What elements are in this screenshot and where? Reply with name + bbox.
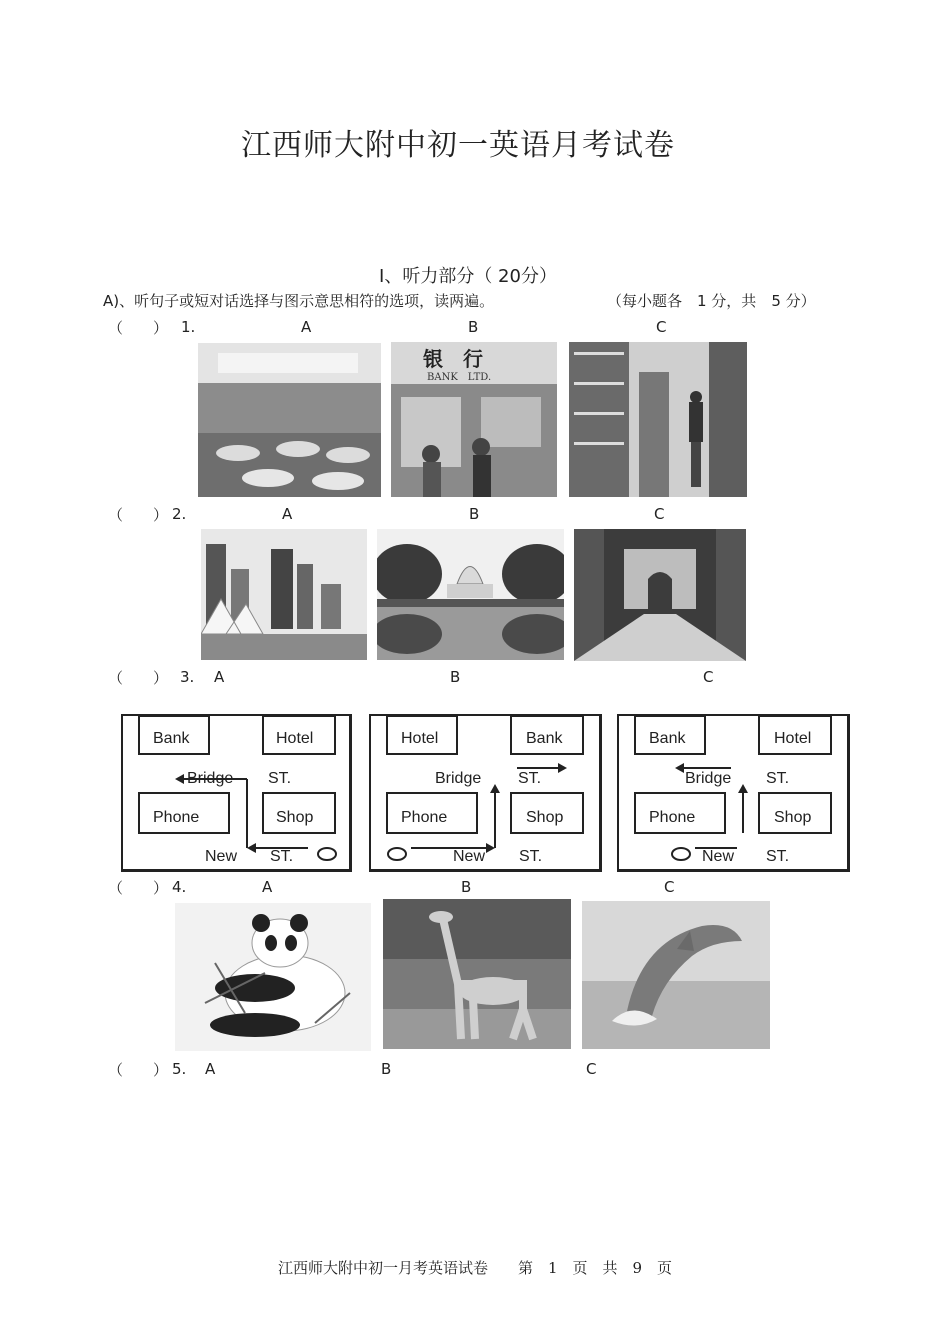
library-photo — [569, 342, 747, 497]
score-note: （每小题各 1 分，共 5 分） — [607, 292, 816, 310]
sydney-photo — [201, 529, 367, 660]
page-footer: 江西师大附中初一月考英语试卷 第 1 页 共 9 页 — [277, 1259, 673, 1277]
map-label-bridge: Bridge — [435, 770, 482, 787]
page-title: 江西师大附中初一英语月考试卷 — [241, 128, 675, 163]
map-label-bridge: Bridge — [187, 770, 234, 787]
option-label: B — [469, 505, 480, 523]
map-label-shop: Shop — [774, 809, 812, 826]
section-heading: I、听力部分（ 20分） — [379, 266, 557, 287]
map-label-st: ST. — [766, 770, 790, 787]
option-label: C — [654, 505, 665, 523]
capitol-photo — [377, 529, 564, 660]
instruction-text: A)、听句子或短对话选择与图示意思相符的选项，读两遍。 — [103, 292, 495, 310]
map-label-st: ST. — [518, 770, 542, 787]
map-label-st: ST. — [268, 770, 292, 787]
answer-blank[interactable]: （ ） — [108, 879, 169, 897]
question-number: 4. — [172, 878, 187, 896]
question-number: 3. — [180, 668, 195, 686]
question-number: 1. — [181, 318, 196, 336]
giraffe-photo — [383, 899, 571, 1049]
map-label-st: ST. — [766, 848, 790, 865]
answer-blank[interactable]: （ ） — [108, 506, 169, 524]
map-label-shop: Shop — [526, 809, 564, 826]
map-label-phone: Phone — [153, 809, 200, 826]
map-label-bridge: Bridge — [685, 770, 732, 787]
map-label-new: New — [453, 848, 486, 865]
map-label-hotel: Hotel — [401, 730, 439, 747]
map-label-new: New — [702, 848, 735, 865]
answer-blank[interactable]: （ ） — [108, 319, 169, 337]
map-label-bank: Bank — [526, 730, 563, 747]
arch-photo — [574, 529, 746, 661]
option-label: B — [381, 1060, 392, 1078]
map-label-st: ST. — [519, 848, 543, 865]
option-label: A — [205, 1060, 216, 1078]
question-number: 5. — [172, 1060, 187, 1078]
option-label: C — [656, 318, 667, 336]
street-map-c — [617, 714, 850, 872]
bank-sign-chinese: 银 行 — [423, 347, 483, 371]
option-label: A — [301, 318, 312, 336]
map-label-new: New — [205, 848, 238, 865]
restaurant-photo — [198, 343, 381, 497]
option-label: A — [214, 668, 225, 686]
answer-blank[interactable]: （ ） — [108, 1061, 169, 1079]
dolphin-photo — [582, 901, 770, 1049]
option-label: B — [468, 318, 479, 336]
answer-blank[interactable]: （ ） — [108, 669, 169, 687]
bank-sign-english: BANK LTD. — [427, 372, 492, 383]
street-map-b — [369, 714, 602, 872]
option-label: A — [282, 505, 293, 523]
panda-photo — [175, 903, 371, 1051]
map-label-phone: Phone — [401, 809, 448, 826]
option-label: C — [664, 878, 675, 896]
option-label: B — [450, 668, 461, 686]
option-label: B — [461, 878, 472, 896]
street-map-a — [121, 714, 352, 872]
option-label: A — [262, 878, 273, 896]
map-label-shop: Shop — [276, 809, 314, 826]
map-label-bank: Bank — [649, 730, 686, 747]
bank-photo — [391, 342, 557, 497]
map-label-phone: Phone — [649, 809, 696, 826]
map-label-bank: Bank — [153, 730, 190, 747]
map-label-hotel: Hotel — [276, 730, 314, 747]
map-label-hotel: Hotel — [774, 730, 812, 747]
map-label-st: ST. — [270, 848, 294, 865]
option-label: C — [703, 668, 714, 686]
question-number: 2. — [172, 505, 187, 523]
option-label: C — [586, 1060, 597, 1078]
